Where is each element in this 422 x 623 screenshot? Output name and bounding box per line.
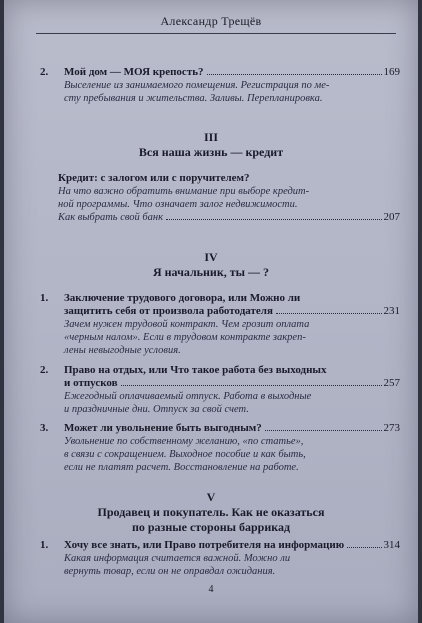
page-number: 4 xyxy=(208,584,214,595)
entry-description-line: На что важно обратить внимание при выборе кредит- xyxy=(58,186,310,197)
entry-title-line: Заключение трудового договора, или Можно ли xyxy=(64,292,301,304)
entry-description-line: лены невыгодные условия. xyxy=(64,345,181,356)
entry-description-line: ной программы. Что означает залог недвижимости. xyxy=(58,199,298,210)
entry-number: 2. xyxy=(40,66,49,78)
toc-entry[interactable] xyxy=(40,292,400,357)
entry-number: 3. xyxy=(40,422,49,434)
entry-description-line: в связи с сокращением. Выходное пособие и как быть, xyxy=(64,449,306,460)
section-heading xyxy=(4,130,418,160)
entry-description-line: если не платят расчет. Восстановление на работе. xyxy=(64,462,299,473)
entry-page: 231 xyxy=(383,305,400,317)
entry-description-line: «черным налом». Если в трудовом контракте закреп- xyxy=(64,332,306,343)
toc-entry[interactable] xyxy=(40,539,400,578)
entry-description-line: сту пребывания и жительства. Заливы. Перепланировка. xyxy=(64,93,323,104)
leader-dots xyxy=(265,430,382,431)
entry-page: 314 xyxy=(383,539,400,551)
leader-dots xyxy=(347,547,381,548)
section-title-line: по разные стороны баррикад xyxy=(131,520,291,534)
leader-dots xyxy=(276,313,382,314)
section-number: IV xyxy=(204,250,218,264)
entry-description-line: Какая информация считается важной. Можно ли xyxy=(64,553,291,564)
header-rule xyxy=(36,33,396,34)
section-heading xyxy=(4,250,418,280)
entry-description-line: и праздничные дни. Отпуск за свой счет. xyxy=(64,404,249,415)
entry-title-line: Право на отдых, или Что такое работа без выходных xyxy=(64,364,327,376)
leader-dots xyxy=(207,74,382,75)
book-page xyxy=(4,0,418,623)
entry-title: Кредит: с залогом или с поручителем? xyxy=(58,172,250,184)
entry-page: 169 xyxy=(383,66,400,78)
running-head: Александр Трещёв xyxy=(160,14,262,28)
entry-title: Может ли увольнение быть выгодным? xyxy=(64,422,262,434)
section-title: Вся наша жизнь — кредит xyxy=(138,145,284,159)
section-number: V xyxy=(206,490,216,504)
entry-description-line: Увольнение по собственному желанию, «по статье», xyxy=(64,436,304,447)
entry-description-line: Ежегодный оплачиваемый отпуск. Работа в выходные xyxy=(64,391,312,402)
entry-number: 1. xyxy=(40,539,49,551)
entry-description-line: Зачем нужен трудовой контракт. Чем грозит оплата xyxy=(64,319,310,330)
section-number: III xyxy=(203,130,218,144)
toc-entry[interactable] xyxy=(40,172,400,224)
entry-number: 1. xyxy=(40,292,49,304)
entry-page: 207 xyxy=(383,211,400,223)
entry-title-line: и отпусков xyxy=(64,377,118,389)
entry-description-line: Выселение из занимаемого помещения. Регистрация по ме- xyxy=(64,80,330,91)
toc-entry[interactable] xyxy=(40,66,400,105)
section-heading xyxy=(4,490,418,535)
leader-dots xyxy=(121,385,382,386)
entry-description-line: Как выбрать свой банк xyxy=(58,212,164,223)
entry-title-line: защитить себя от произвола работодателя xyxy=(64,305,273,317)
entry-page: 257 xyxy=(383,377,400,389)
toc-entry[interactable] xyxy=(40,422,400,474)
entry-page: 273 xyxy=(383,422,400,434)
section-title: Я начальник, ты — ? xyxy=(152,265,270,279)
entry-number: 2. xyxy=(40,364,49,376)
entry-title: Хочу все знать, или Право потребителя на информацию xyxy=(64,539,345,551)
leader-dots xyxy=(166,219,381,220)
entry-title: Мой дом — МОЯ крепость? xyxy=(64,66,204,78)
section-title-line: Продавец и покупатель. Как не оказаться xyxy=(97,505,325,519)
entry-description-line: вернуть товар, если он не оправдал ожидания. xyxy=(64,566,276,577)
toc-entry[interactable] xyxy=(40,364,400,416)
